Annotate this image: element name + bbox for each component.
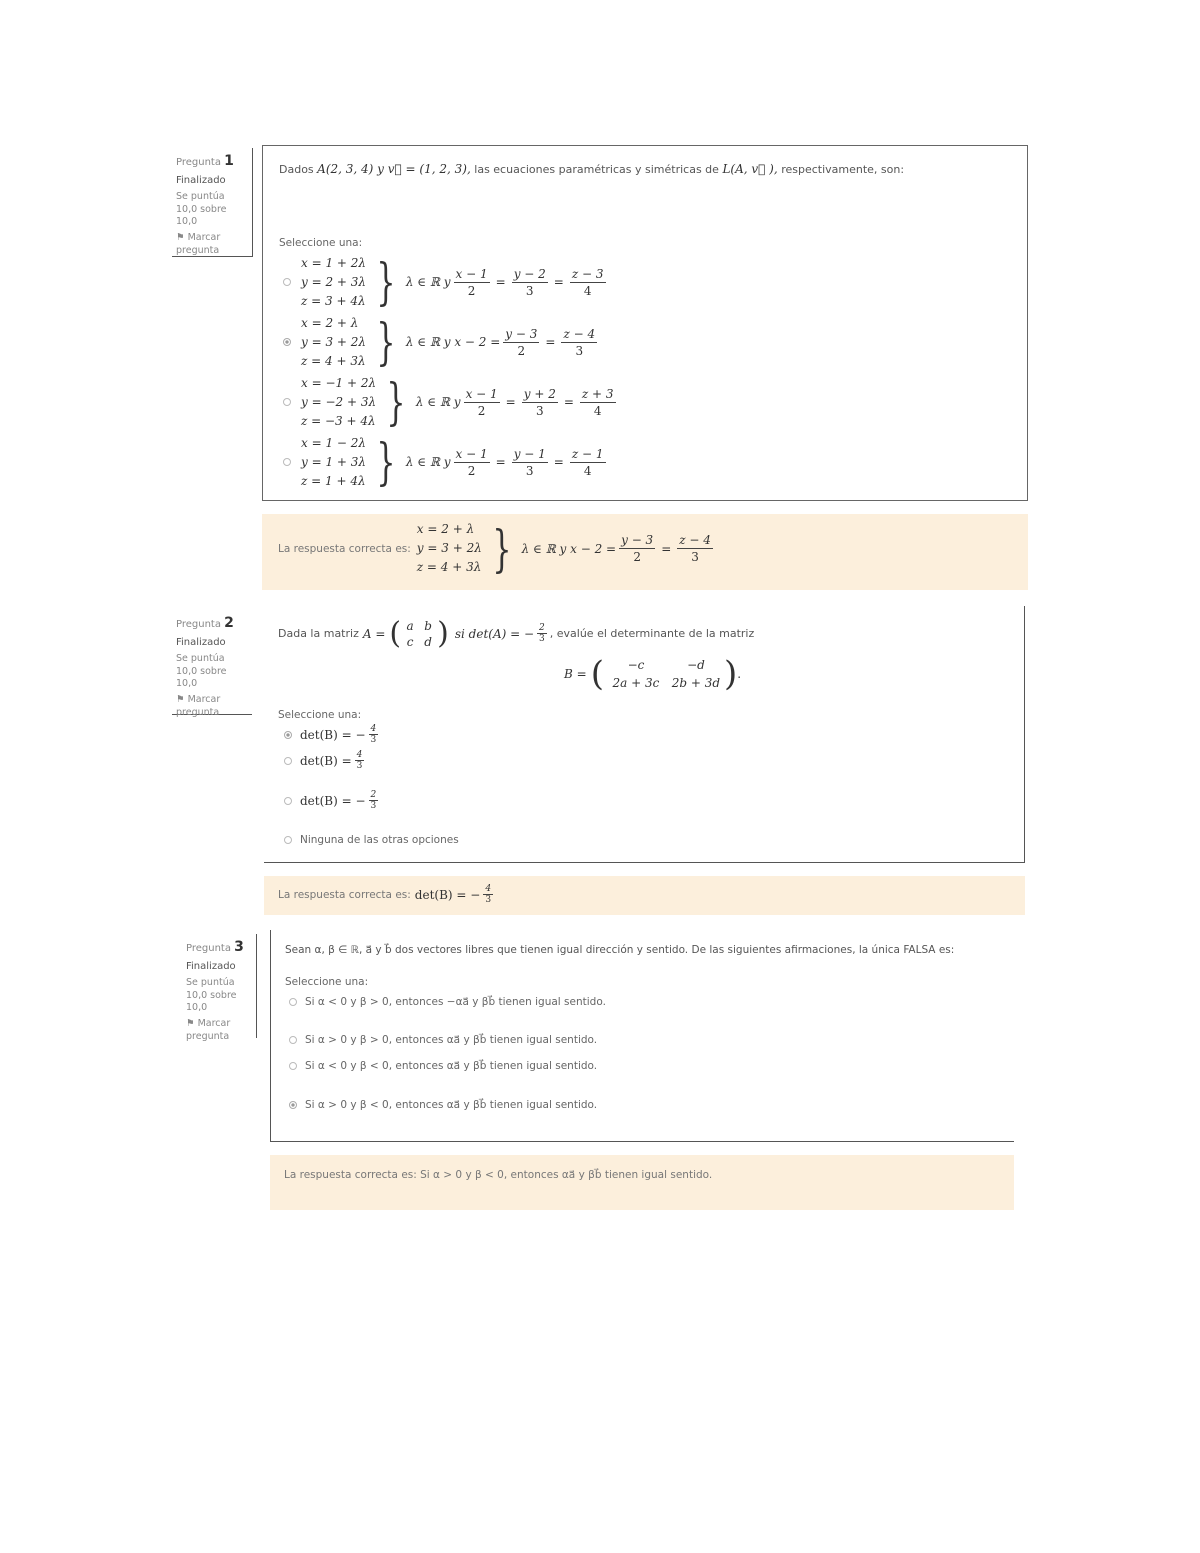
question-3-text: Sean α, β ∈ ℝ, a⃗ y b⃗ dos vectores libres que tienen igual dirección y sentido. De las siguientes afirmaciones, la única FALSA es: [285, 944, 955, 956]
symmetric-fraction: $\frac{y - 3}{2}$ [505, 326, 538, 358]
equals-sign: = [495, 275, 506, 289]
question-2-feedback [264, 876, 1025, 915]
symmetric-fraction: $\frac{z - 4}{3}$ [563, 326, 596, 358]
equals-sign: = [553, 455, 564, 469]
flag-label: Marcar pregunta [176, 694, 221, 718]
parametric-equation: z = 4 + 3λ [416, 560, 482, 574]
question-text-prefix: Dada la matriz [278, 627, 359, 640]
parametric-equation: z = 1 + 4λ [301, 473, 366, 488]
question-1-text [279, 162, 904, 176]
equation-lines [301, 314, 366, 371]
option-fraction: $\frac{4}{3}$ [356, 750, 363, 771]
answer-option[interactable] [284, 834, 459, 846]
select-prompt: Seleccione una: [278, 709, 362, 721]
symmetric-fraction: $\frac{y - 3}{2}$ [621, 533, 654, 564]
equation-condition: λ ∈ ℝ y x − 2 = [521, 541, 617, 556]
matrix-a-name: A = [362, 626, 386, 641]
flag-question-link[interactable] [186, 1018, 252, 1043]
matrix-b-cell: −c [627, 658, 645, 672]
brace: } [376, 433, 396, 491]
radio-button[interactable] [289, 1036, 297, 1044]
select-prompt: Seleccione una: [285, 976, 369, 988]
option-math: det(B) = [300, 753, 352, 768]
option-fraction: $\frac{4}{3}$ [370, 724, 377, 745]
radio-button[interactable] [283, 458, 291, 466]
radio-button[interactable] [283, 398, 291, 406]
flag-question-link[interactable] [176, 232, 248, 257]
radio-button[interactable] [289, 1062, 297, 1070]
matrix-b-cell: −d [687, 658, 705, 672]
parametric-equation: y = 1 + 3λ [301, 454, 367, 469]
answer-option[interactable] [284, 790, 381, 811]
question-3-feedback [270, 1155, 1014, 1210]
matrix-a-cell: a [406, 618, 414, 633]
option-text: Si α < 0 y β < 0, entonces αa⃗ y βb⃗ tienen igual sentido. [305, 1060, 598, 1072]
symmetric-fraction: $\frac{y - 2}{3}$ [513, 266, 546, 298]
parametric-equation: x = −1 + 2λ [301, 375, 377, 390]
symmetric-fraction: $\frac{x - 1}{2}$ [455, 446, 488, 478]
option-math: det(B) = − [300, 727, 366, 742]
symmetric-fraction: $\frac{z - 3}{4}$ [571, 266, 604, 298]
det-a-text: si det(A) = − [454, 626, 535, 641]
equation-lines [301, 434, 366, 491]
parametric-equation: z = −3 + 4λ [301, 413, 376, 428]
brace: } [376, 253, 396, 311]
equation-lines [301, 374, 376, 431]
feedback-text: La respuesta correcta es: Si α > 0 y β < 0, entonces αa⃗ y βb⃗ tienen igual sentido. [284, 1169, 713, 1181]
option-fraction: $\frac{2}{3}$ [370, 790, 377, 811]
feedback-text: La respuesta correcta es: [278, 542, 411, 555]
radio-button[interactable] [283, 278, 291, 286]
answer-option[interactable] [289, 1060, 597, 1072]
option-text: Si α > 0 y β > 0, entonces αa⃗ y βb⃗ tienen igual sentido. [305, 1034, 598, 1046]
radio-button[interactable] [289, 1101, 297, 1109]
question-state: Finalizado [176, 175, 226, 187]
question-number: 2 [224, 615, 234, 631]
parametric-equation: z = 4 + 3λ [301, 353, 366, 368]
question-1-feedback [262, 514, 1028, 590]
equation-system [301, 314, 600, 371]
question-1-info [172, 148, 253, 257]
matrix-b-cell: 2a + 3c [612, 676, 660, 690]
question-3-info [182, 934, 257, 1042]
equation-system [301, 434, 609, 491]
parametric-equation: y = 3 + 2λ [416, 541, 482, 555]
question-grade: Se puntúa 10,0 sobre 10,0 [176, 191, 227, 227]
symmetric-fraction: $\frac{x - 1}{2}$ [465, 386, 498, 418]
symmetric-fraction: $\frac{z - 1}{4}$ [571, 446, 604, 478]
answer-option[interactable] [284, 724, 381, 745]
question-label: Pregunta [186, 943, 231, 954]
question-math-point: A(2, 3, 4) y v⃗ = (1, 2, 3), [317, 162, 471, 176]
equation-lines [301, 254, 366, 311]
question-grade: Se puntúa 10,0 sobre 10,0 [176, 653, 227, 689]
answer-option[interactable] [283, 372, 619, 432]
flag-icon: ⚑ [176, 232, 185, 244]
matrix-b-display: B = ( −c −d 2a + 3c 2b + 3d ) . [564, 654, 742, 694]
parametric-equation: x = 2 + λ [301, 315, 359, 330]
answer-option[interactable] [283, 432, 619, 492]
symmetric-fraction: $\frac{x - 1}{2}$ [455, 266, 488, 298]
question-2-content [264, 606, 1025, 863]
equals-sign: = [563, 395, 574, 409]
question-2-text [278, 616, 754, 651]
equation-condition: λ ∈ ℝ y [415, 395, 461, 409]
radio-button[interactable] [289, 998, 297, 1006]
equation-system [301, 374, 619, 431]
flag-icon: ⚑ [176, 694, 185, 706]
question-text-middle: las ecuaciones paramétricas y simétricas de [474, 163, 719, 176]
radio-button[interactable] [284, 797, 292, 805]
parametric-equation: y = −2 + 3λ [301, 394, 377, 409]
matrix-b-cell: 2b + 3d [671, 676, 721, 690]
option-text: Si α > 0 y β < 0, entonces αa⃗ y βb⃗ tienen igual sentido. [305, 1099, 598, 1111]
parametric-equation: y = 3 + 2λ [301, 334, 367, 349]
question-text-prefix: Dados [279, 163, 314, 176]
parametric-equation: x = 1 + 2λ [301, 255, 367, 270]
radio-button[interactable] [284, 757, 292, 765]
equals-sign: = [545, 335, 556, 349]
radio-button[interactable] [284, 836, 292, 844]
brace: } [492, 519, 512, 578]
feedback-text: La respuesta correcta es: [278, 888, 411, 901]
matrix-a-cell: c [406, 634, 414, 649]
answer-options [283, 252, 619, 492]
parametric-equation: x = 2 + λ [416, 522, 475, 536]
equation-condition: λ ∈ ℝ y [405, 275, 451, 289]
symmetric-fraction: $\frac{y + 2}{3}$ [523, 386, 556, 418]
option-text: Ninguna de las otras opciones [300, 834, 459, 846]
flag-icon: ⚑ [186, 1018, 195, 1030]
answer-option[interactable] [283, 252, 619, 312]
feedback-equation [417, 520, 716, 577]
question-text-suffix: respectivamente, son: [781, 163, 905, 176]
flag-label: Marcar pregunta [186, 1018, 231, 1042]
question-label: Pregunta [176, 157, 221, 168]
answer-option[interactable] [289, 996, 606, 1008]
parametric-equation: z = 3 + 4λ [301, 293, 366, 308]
question-1-content [262, 145, 1028, 501]
question-2-info [172, 610, 252, 718]
equals-sign: = [495, 455, 506, 469]
equation-system [301, 254, 609, 311]
flag-question-link[interactable] [176, 694, 248, 719]
flag-label: Marcar pregunta [176, 232, 221, 256]
brace: } [386, 373, 406, 431]
question-math-line: L(A, v⃗ ), [722, 162, 778, 176]
question-number: 3 [234, 939, 244, 955]
select-prompt: Seleccione una: [279, 237, 363, 249]
option-math: det(B) = − [300, 793, 366, 808]
feedback-fraction: $\frac{4}{3}$ [485, 884, 492, 905]
option-text: Si α < 0 y β > 0, entonces −αa⃗ y βb⃗ tienen igual sentido. [305, 996, 606, 1008]
equation-condition: λ ∈ ℝ y [405, 455, 451, 469]
parametric-equation: x = 1 − 2λ [301, 435, 367, 450]
matrix-a-cell: d [424, 634, 432, 649]
parametric-equation: y = 2 + 3λ [301, 274, 367, 289]
matrix-b-name: B = [564, 667, 587, 681]
question-number: 1 [224, 153, 234, 169]
symmetric-fraction: $\frac{y - 1}{3}$ [513, 446, 546, 478]
symmetric-fraction: $\frac{z + 3}{4}$ [581, 386, 614, 418]
equation-lines [417, 520, 482, 577]
question-grade: Se puntúa 10,0 sobre 10,0 [186, 977, 237, 1013]
matrix-a-cell: b [424, 618, 432, 633]
answer-option[interactable] [284, 750, 367, 771]
brace: } [376, 313, 396, 371]
question-text-suffix: , evalúe el determinante de la matriz [549, 627, 755, 640]
answer-option[interactable] [289, 1099, 597, 1111]
equation-condition: λ ∈ ℝ y x − 2 = [405, 335, 501, 349]
symmetric-fraction: $\frac{z - 4}{3}$ [679, 533, 711, 564]
question-label: Pregunta [176, 619, 221, 630]
equals-sign: = [505, 395, 516, 409]
equals-sign: = [553, 275, 564, 289]
matrix-a: ( a b c d ) [389, 616, 449, 651]
radio-button[interactable] [284, 731, 292, 739]
radio-button[interactable] [283, 338, 291, 346]
question-state: Finalizado [176, 637, 226, 649]
det-a-fraction: $\frac{2}{3}$ [539, 623, 545, 644]
feedback-math: det(B) = − [414, 887, 481, 902]
question-state: Finalizado [186, 961, 236, 973]
answer-option[interactable] [283, 312, 619, 372]
answer-option[interactable] [289, 1034, 597, 1046]
equals-sign: = [661, 541, 672, 556]
question-3-content [270, 930, 1014, 1142]
